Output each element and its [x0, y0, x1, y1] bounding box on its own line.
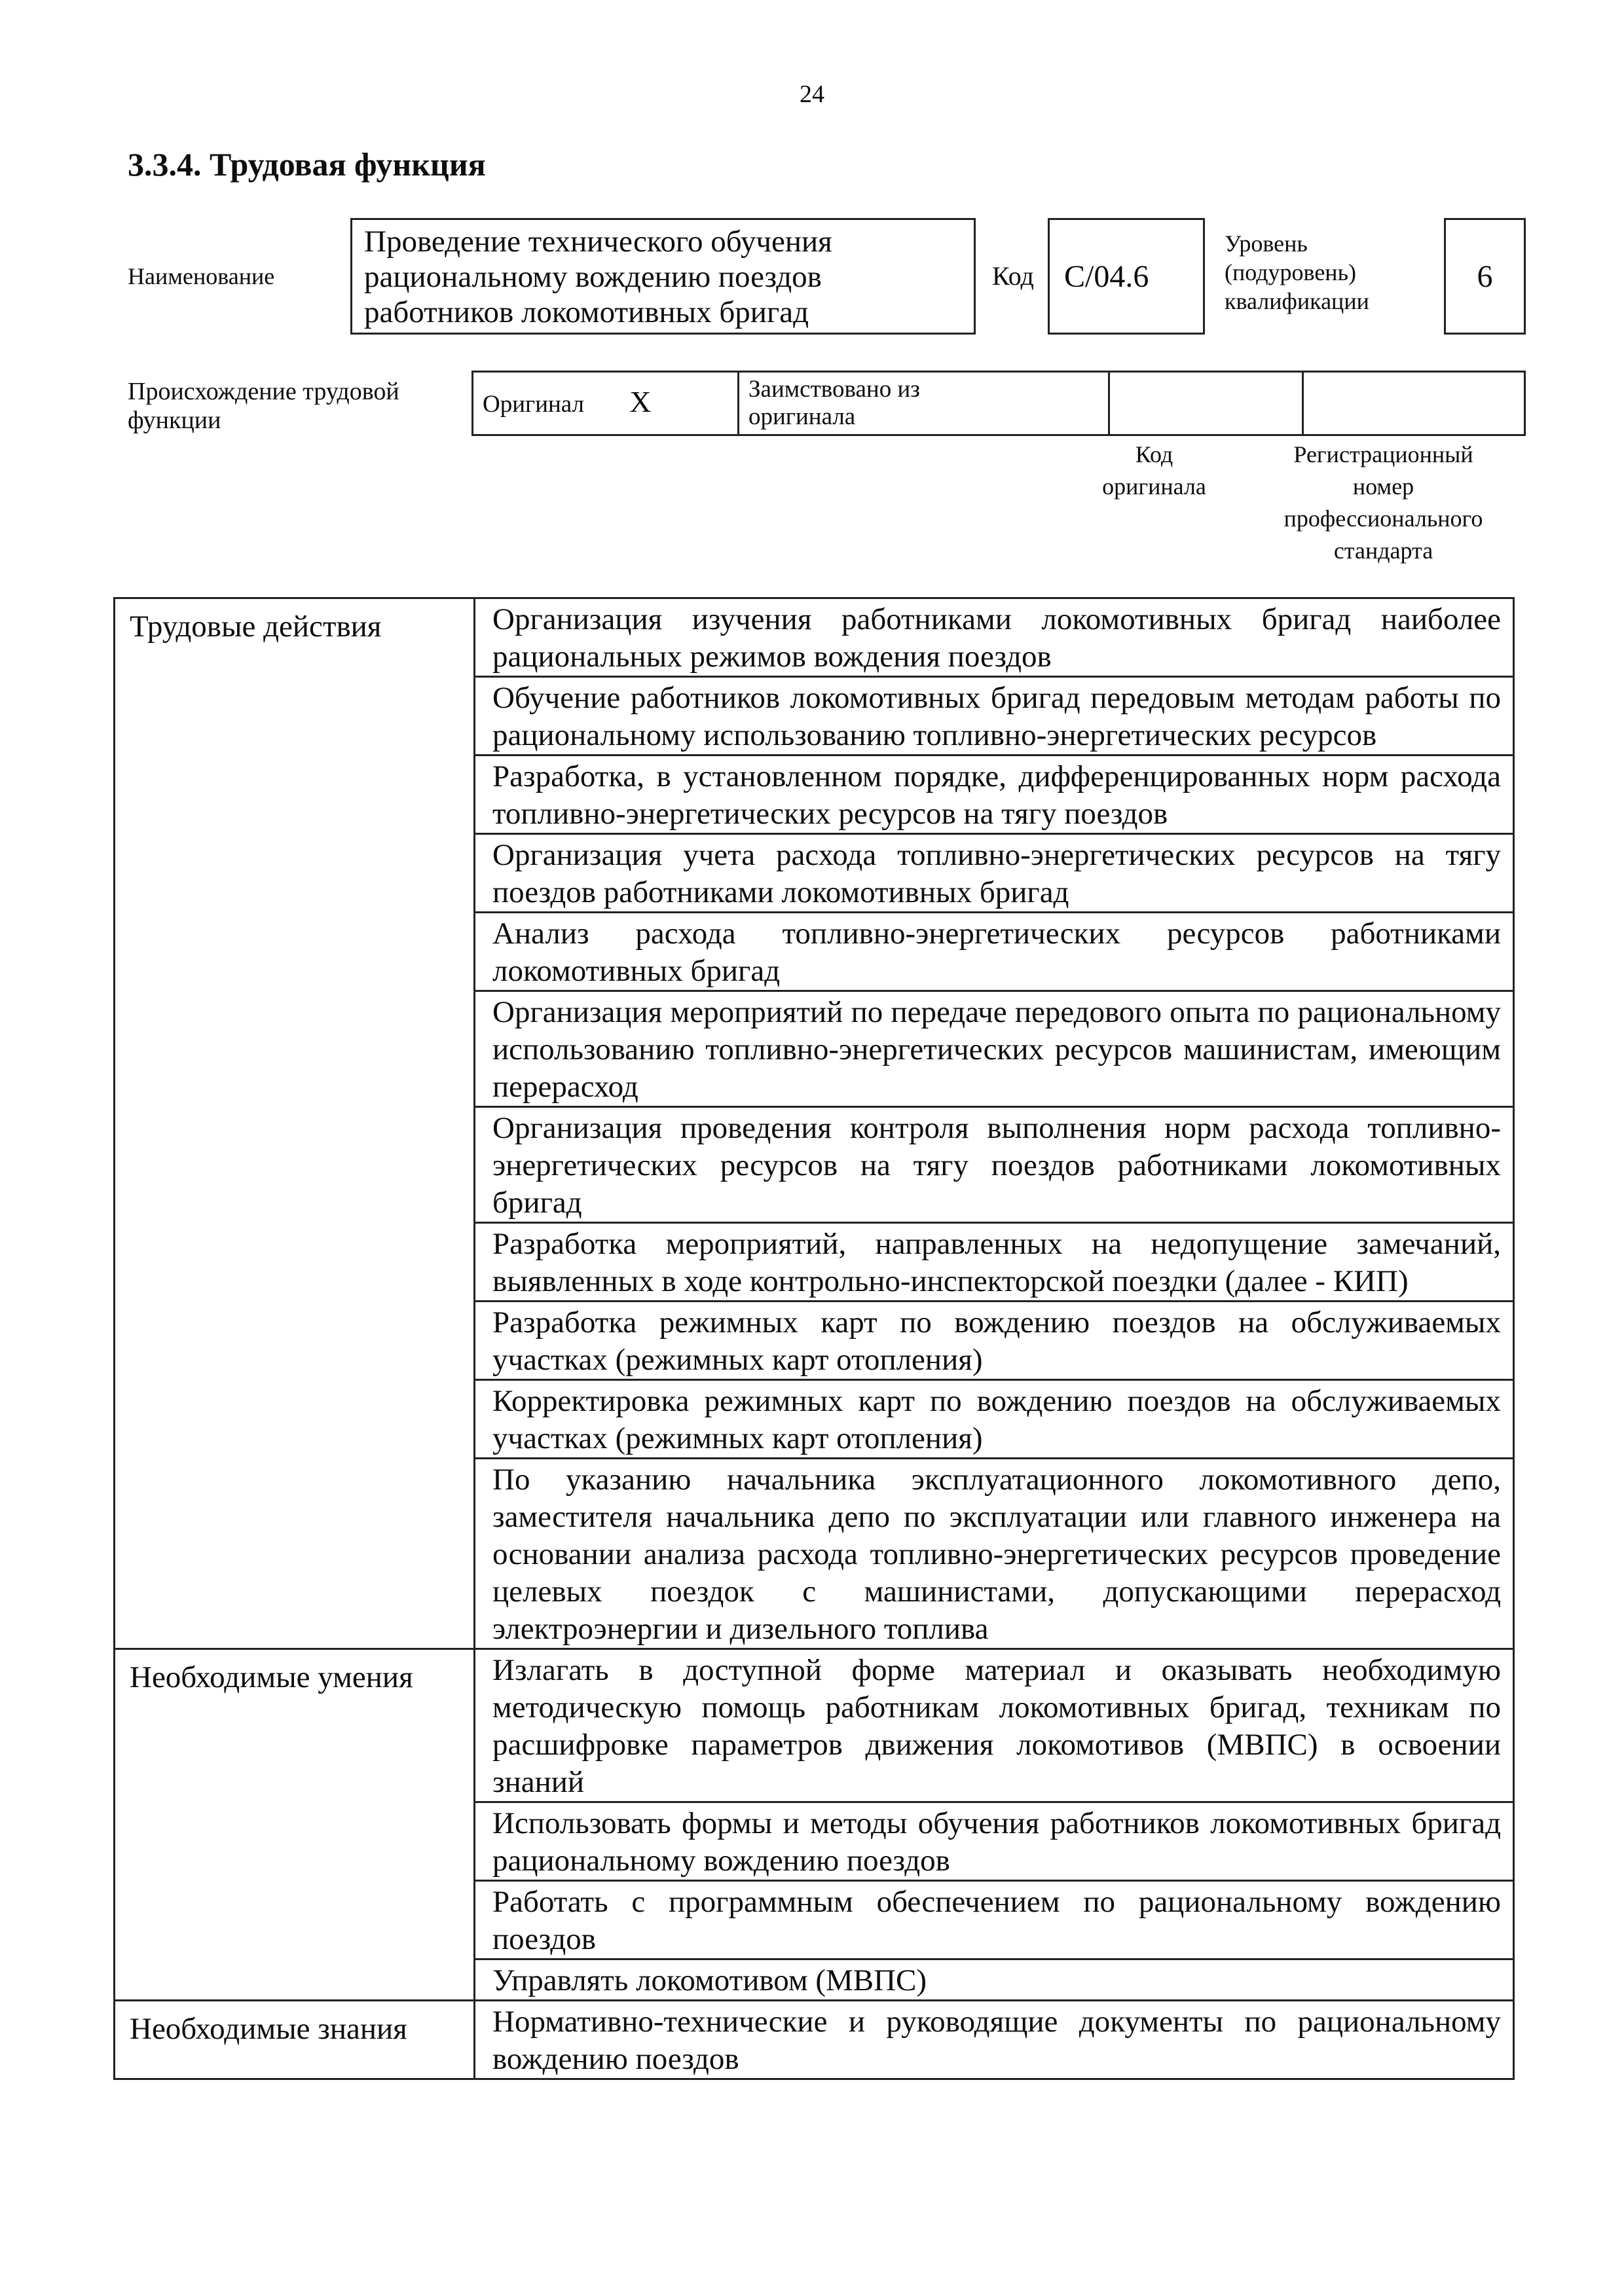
level-label-line: квалификации: [1225, 288, 1369, 314]
table-cell: Излагать в доступной форме материал и оказывать необходимую методическую помощь работникам локомотивных бригад, техникам по расшифровке параметров движения локомотивов (МВПС) в освоении знаний: [475, 1649, 1514, 1802]
table-cell: Корректировка режимных карт по вождению поездов на обслуживаемых участках (режимных карт отопления): [475, 1380, 1514, 1459]
origin-code-cell: [1109, 372, 1303, 435]
code-value: C/04.6: [1064, 259, 1149, 294]
origin-label: [128, 377, 399, 435]
caption-line: номер: [1352, 473, 1414, 500]
origin-original-cell: [473, 372, 739, 435]
origin-table: [471, 371, 1526, 436]
labor-function-table: [113, 597, 1515, 2080]
function-name-line: Проведение технического обучения: [364, 225, 832, 259]
origin-reg-number-cell: [1303, 372, 1525, 435]
code-label: Код: [992, 261, 1034, 291]
table-cell: Разработка режимных карт по вождению поездов на обслуживаемых участках (режимных карт отопления): [475, 1302, 1514, 1380]
caption-line: оригинала: [1102, 473, 1206, 500]
level-label-line: (подуровень): [1225, 259, 1356, 285]
table-cell: Разработка мероприятий, направленных на недопущение замечаний, выявленных в ходе контрольно-инспекторской поездки (далее - КИП): [475, 1223, 1514, 1302]
table-cell: Нормативно-технические и руководящие документы по рациональному вождению поездов: [475, 2001, 1514, 2079]
level-value-box: [1444, 218, 1526, 335]
origin-label-line: Происхождение трудовой: [128, 378, 399, 405]
level-label: [1225, 229, 1369, 316]
function-name-line: работников локомотивных бригад: [364, 295, 809, 329]
code-value-box: [1048, 218, 1205, 335]
caption-line: Регистрационный: [1293, 441, 1473, 467]
original-label: Оригинал: [483, 391, 585, 418]
table-cell: По указанию начальника эксплуатационного локомотивного депо, заместителя начальника депо по эксплуатации или главного инженера на основании анализа расхода топливно-энергетических ресурсов проведение целевых поездок с машинистами, допускающими перерасход электроэнергии и дизельного топлива: [475, 1459, 1514, 1649]
section-title-cell: Необходимые знания: [115, 2001, 475, 2079]
original-mark: X: [629, 385, 652, 418]
origin-borrowed-cell: [739, 372, 1109, 435]
function-name-box: [350, 218, 976, 335]
table-row: [115, 1649, 1514, 1802]
section-title-cell: Необходимые умения: [115, 1649, 475, 2001]
table-cell: Организация изучения работниками локомотивных бригад наиболее рациональных режимов вождения поездов: [475, 598, 1514, 677]
borrowed-label-line: Заимствовано из: [748, 376, 920, 403]
caption-line: стандарта: [1333, 538, 1433, 564]
table-row: [115, 598, 1514, 677]
level-value: 6: [1477, 259, 1493, 294]
table-cell: Разработка, в установленном порядке, дифференцированных норм расхода топливно-энергетических ресурсов на тягу поездов: [475, 756, 1514, 834]
table-cell: Организация мероприятий по передаче передового опыта по рациональному использованию топливно-энергетических ресурсов машинистам, имеющим перерасход: [475, 991, 1514, 1107]
code-original-caption: [1067, 439, 1241, 503]
origin-label-line: функции: [128, 407, 221, 434]
table-cell: Использовать формы и методы обучения работников локомотивных бригад рациональному вождению поездов: [475, 1802, 1514, 1881]
section-title-cell: Трудовые действия: [115, 598, 475, 1649]
name-label: Наименование: [128, 263, 275, 289]
reg-number-caption: [1241, 439, 1526, 567]
function-name-line: рациональному вождению поездов: [364, 260, 822, 294]
table-cell: Обучение работников локомотивных бригад передовым методам работы по рациональному использованию топливно-энергетических ресурсов: [475, 677, 1514, 756]
caption-line: профессионального: [1283, 505, 1483, 532]
table-row: [115, 2001, 1514, 2079]
table-cell: Управлять локомотивом (МВПС): [475, 1959, 1514, 2001]
caption-line: Код: [1135, 441, 1173, 467]
section-title: 3.3.4. Трудовая функция: [128, 146, 486, 183]
page-number: 24: [800, 81, 824, 108]
level-label-line: Уровень: [1225, 230, 1308, 257]
table-cell: Работать с программным обеспечением по рациональному вождению поездов: [475, 1881, 1514, 1959]
table-cell: Организация проведения контроля выполнения норм расхода топливно-энергетических ресурсов на тягу поездов работниками локомотивных бригад: [475, 1107, 1514, 1223]
table-cell: Организация учета расхода топливно-энергетических ресурсов на тягу поездов работниками локомотивных бригад: [475, 834, 1514, 913]
table-cell: Анализ расхода топливно-энергетических ресурсов работниками локомотивных бригад: [475, 913, 1514, 991]
borrowed-label-line: оригинала: [748, 403, 856, 430]
